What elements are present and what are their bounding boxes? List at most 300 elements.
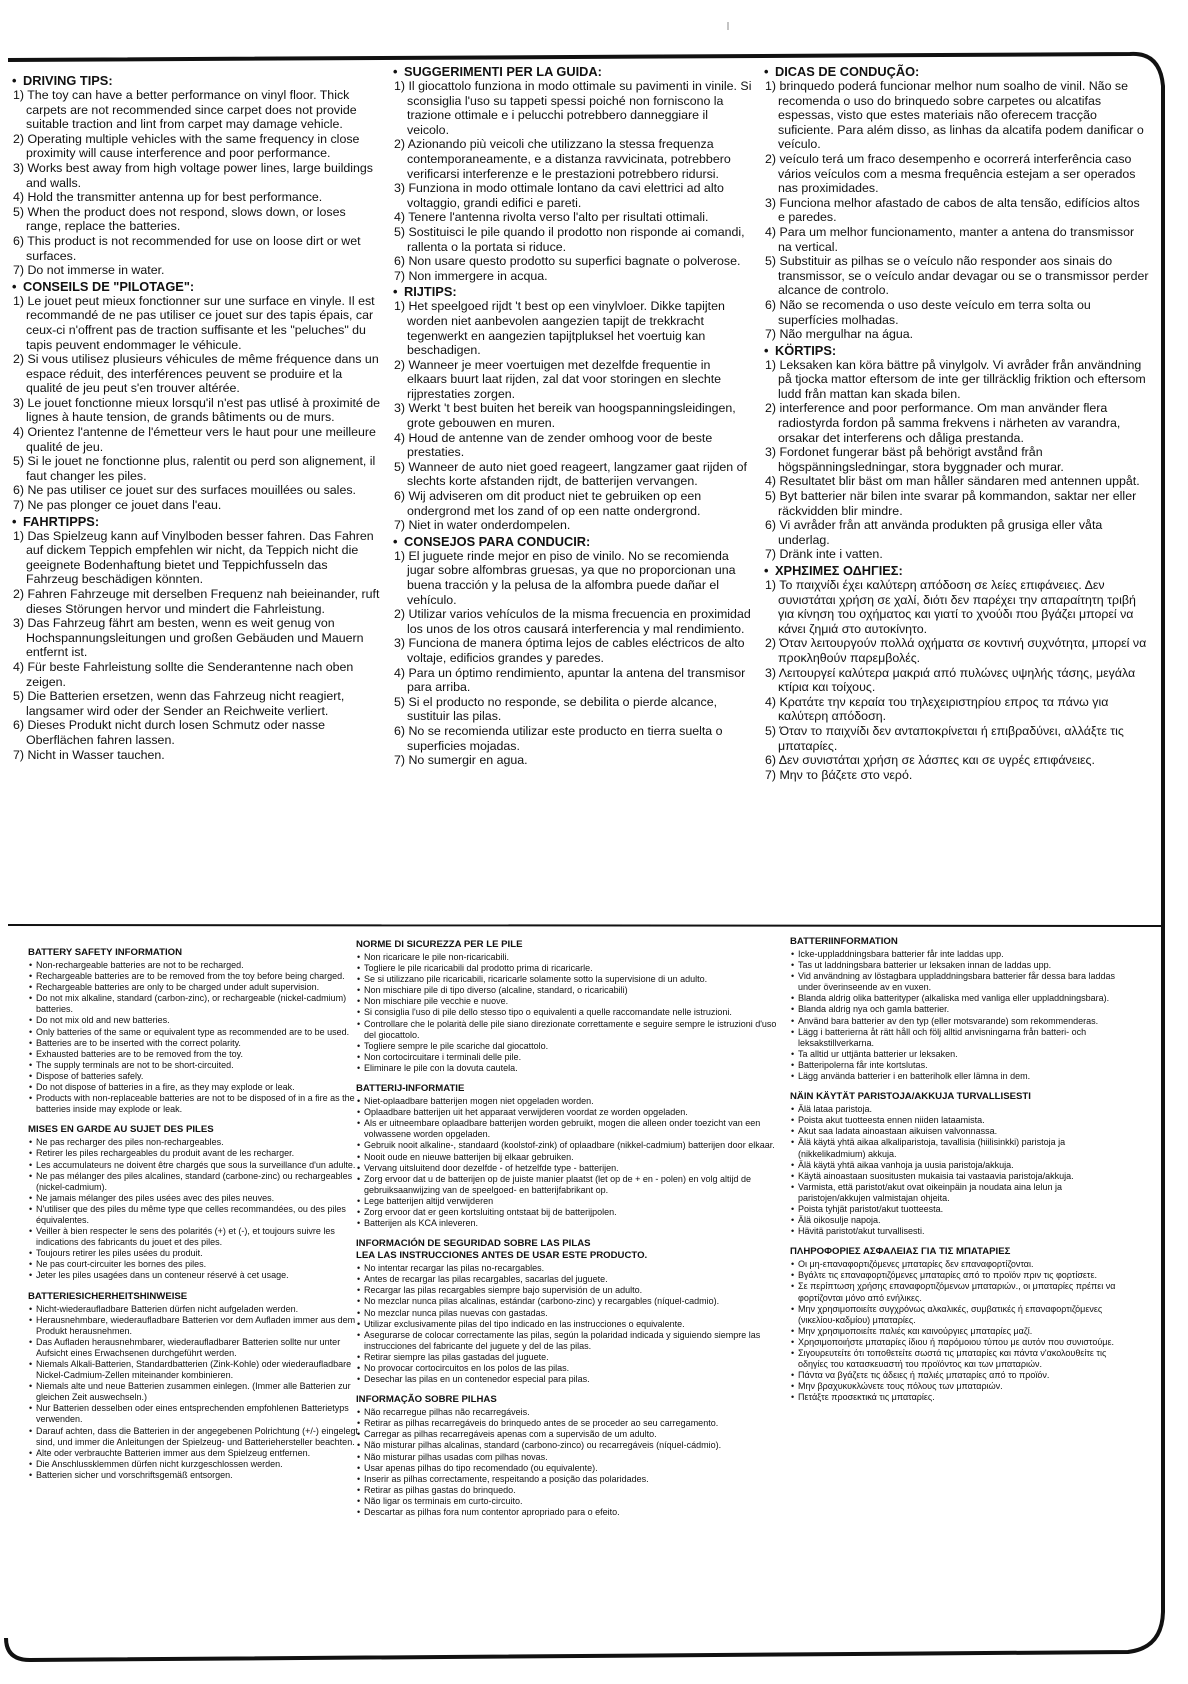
- tip-item: 5) Si le jouet ne fonctionne plus, ralentit ou perd son alignement, il faut changer les piles.: [13, 454, 376, 483]
- section-heading: • SUGGERIMENTI PER LA GUIDA:: [393, 64, 602, 79]
- battery-section-heading: BATTERY SAFETY INFORMATION: [28, 947, 183, 958]
- battery-item: [790, 1215, 1130, 1226]
- battery-item-text: Si consiglia l'uso di pile dello stesso tipo o equivalenti a quelle raccomandate nelle istruzioni.: [364, 1007, 732, 1018]
- tip-item: 5) Die Batterien ersetzen, wenn das Fahrzeug nicht reagiert, langsamer wird oder der Sender an Reichweite verliert.: [13, 689, 345, 718]
- battery-item-text: Non-rechargeable batteries are not to be recharged.: [36, 960, 244, 970]
- tip-item: 2) veículo terá um fraco desempenho e ocorrerá interferência caso vários veículos com a mesma frequência estejam a ser operados nas proximidades.: [765, 151, 1136, 196]
- battery-item: [356, 1218, 781, 1229]
- battery-item-text: Eliminare le pile con la dovuta cautela.: [364, 1062, 518, 1073]
- tip-item: 3) Fordonet fungerar bäst på behörigt avstånd från högspänningsledningar, stora byggnader och murar.: [765, 445, 1064, 474]
- section-heading: • DICAS DE CONDUÇÃO:: [764, 64, 920, 79]
- bullet-icon: •: [791, 1303, 795, 1314]
- tip-item: 5) Si el producto no responde, se debilita o pierde alcance, sustituir las pilas.: [394, 694, 718, 724]
- battery-item: [28, 1015, 363, 1026]
- battery-item: [28, 1459, 363, 1470]
- battery-section-heading: BATTERIINFORMATION: [790, 936, 898, 947]
- battery-item-text: Ta alltid ur uttjänta batterier ur leksaken.: [798, 1048, 958, 1059]
- battery-item-text: Μην βραχυκυκλώνετε τους πόλους των μπαταριών.: [798, 1381, 1003, 1392]
- bullet-icon: •: [791, 1159, 795, 1170]
- bullet-icon: •: [29, 1037, 33, 1048]
- battery-item: [356, 1496, 781, 1507]
- battery-item: [790, 971, 1130, 993]
- driving-tips-column-3: [764, 64, 1149, 915]
- battery-item-text: Zorg ervoor dat u de batterijen op de juiste manier plaatst (let op de + en - polen) en volg altijd de gebruiksaanwijzing van de speelgoed- en batterijfabrikant op.: [364, 1173, 751, 1195]
- battery-section: [356, 1394, 781, 1518]
- battery-item: [28, 1049, 363, 1060]
- battery-item-text: Veiller à bien respecter le sens des polarités (+) et (-), et toujours suivre les indications des fabricants du jouet et des piles.: [36, 1226, 335, 1248]
- bullet-icon: •: [357, 1195, 361, 1206]
- bullet-icon: •: [29, 1026, 33, 1037]
- battery-item-text: Käytä ainoastaan suositusten mukaisia tai vastaavia paristoja/akkuja.: [798, 1170, 1074, 1181]
- tip-item: 2) interference and poor performance. Om man använder flera radiostyrda fordon på samma frekvens i närheten av varandra, orsakar det interferens och dåliga prestanda.: [765, 401, 1121, 445]
- battery-item: [356, 985, 781, 996]
- tip-item: 7) Ne pas plonger ce jouet dans l'eau.: [13, 498, 222, 513]
- battery-section: [356, 1083, 781, 1229]
- tip-item: 2) Operating multiple vehicles with the same frequency in close proximity will cause interference and poor performance.: [13, 131, 360, 161]
- tip-item: 1) El juguete rinde mejor en piso de vinilo. No se recomienda jugar sobre alfombras gruesas, ya que no proporcionan una buena tracción y la pelusa de la alfombra puede dañar el vehículo.: [394, 548, 736, 607]
- tip-item: 6) Vi avråder från att använda produkten på grusiga eller våta underlag.: [765, 518, 1103, 547]
- tip-item: 1) Leksaken kan köra bättre på vinylgolv. Vi avråder från användning på tjocka mattor eftersom de inte ger tillräcklig friktion och eftersom ludd från mattan kan skada bilen.: [765, 357, 1146, 401]
- tip-item: 5) Όταν το παιχνίδι δεν ανταποκρίνεται ή επιβραδύνει, αλλάξτε τις μπαταρίες.: [765, 723, 1124, 753]
- bullet-icon: •: [357, 1296, 361, 1307]
- bullet-icon: •: [357, 1040, 361, 1051]
- section-heading: • KÖRTIPS:: [764, 342, 837, 358]
- battery-item: [356, 1007, 781, 1018]
- battery-item: [356, 1019, 781, 1041]
- bullet-icon: •: [29, 1303, 33, 1314]
- battery-item: [28, 982, 363, 993]
- tip-item: 5) Sostituisci le pile quando il prodotto non risponde ai comandi, rallenta o la portata si riduce.: [394, 224, 745, 254]
- battery-item-text: Hävitä paristot/akut turvallisesti.: [798, 1226, 925, 1237]
- tip-section: [12, 73, 382, 278]
- bullet-icon: •: [357, 1206, 361, 1217]
- battery-item: [356, 1308, 781, 1319]
- tip-item: 1) Il giocattolo funziona in modo ottimale su pavimenti in vinile. Si sconsiglia l'uso su tappeti spessi poiché non forniscono la trazione ottimale e i pelucchi potrebbero danneggiare il veicolo.: [394, 79, 752, 137]
- battery-item: [356, 1207, 781, 1218]
- battery-item-text: N'utiliser que des piles du même type que celles recommandées, ou des piles équivalentes.: [36, 1203, 346, 1225]
- battery-item: [356, 1330, 781, 1352]
- tip-item: 6) Não se recomenda o uso deste veículo em terra solta ou superfícies molhadas.: [765, 297, 1091, 327]
- bullet-icon: •: [791, 1071, 795, 1082]
- battery-item-text: Gebruik nooit alkaline-, standaard (koolstof-zink) of oplaadbare (nikkel-cadmium) batterijen door elkaar.: [364, 1140, 775, 1151]
- battery-item-text: Poista tyhjät paristot/akut tuotteesta.: [798, 1203, 944, 1214]
- battery-item: [28, 1259, 363, 1270]
- battery-item-text: Nur Batterien desselben oder eines entsprechenden empfohlenen Batterietyps verwenden.: [36, 1403, 349, 1425]
- battery-item-text: Jeter les piles usagées dans un conteneur réservé à cet usage.: [36, 1270, 289, 1281]
- bullet-icon: •: [791, 1026, 795, 1037]
- bullet-icon: •: [357, 985, 361, 996]
- battery-item-text: Die Anschlussklemmen dürfen nicht kurzgeschlossen werden.: [36, 1458, 283, 1469]
- battery-item-text: Products with non-replaceable batteries are not to be disposed of in a fire as the batteries inside may explode or leak.: [36, 1093, 355, 1115]
- tip-item: 2) Wanneer je meer voertuigen met dezelfde frequentie in elkaars buurt laat rijden, zal dat voor storingen en slechte rijprestaties zorgen.: [394, 357, 722, 401]
- bullet-icon: •: [29, 1137, 33, 1148]
- battery-item: [356, 1140, 781, 1151]
- bullet-icon: •: [357, 1062, 361, 1073]
- tip-item: 1) Le jouet peut mieux fonctionner sur une surface en vinyle. Il est recommandé de ne pas utiliser ce jouet sur des tapis épais, car ceux-ci n'offrent pas de traction suffisante et les "peluches" du tapis peuvent endommager le véhicule.: [13, 293, 375, 352]
- bullet-icon: •: [29, 971, 33, 982]
- bullet-icon: •: [791, 1048, 795, 1059]
- battery-item-text: Non ricaricare le pile non-ricaricabili.: [364, 952, 510, 962]
- tip-item: 7) No sumergir en agua.: [394, 753, 528, 768]
- tip-item: 5) Byt batterier när bilen inte svarar på kommandon, saktar ner eller räckvidden blir mindre.: [765, 489, 1137, 518]
- battery-item: [356, 1296, 781, 1307]
- battery-item: [28, 1403, 363, 1425]
- battery-item: [28, 1448, 363, 1459]
- battery-item-text: Antes de recargar las pilas recargables, sacarlas del juguete.: [364, 1274, 608, 1285]
- battery-item-text: Do not mix old and new batteries.: [36, 1015, 170, 1026]
- tip-item: 7) Do not immerse in water.: [13, 263, 165, 278]
- tip-section: [12, 279, 382, 513]
- battery-item-text: Only batteries of the same or equivalent type as recommended are to be used.: [36, 1026, 350, 1037]
- battery-item-text: Blanda aldrig olika batterityper (alkaliska med vanliga eller uppladdningsbara).: [798, 993, 1110, 1004]
- battery-info-column-3: [790, 936, 1130, 1636]
- battery-item: [790, 1071, 1130, 1082]
- battery-item-text: Dispose of batteries safely.: [36, 1070, 144, 1081]
- battery-item: [790, 1160, 1130, 1171]
- battery-item: [28, 1304, 363, 1315]
- tip-item: 7) Nicht in Wasser tauchen.: [13, 747, 165, 762]
- bullet-icon: •: [357, 1451, 361, 1462]
- battery-item-text: Retirar as pilhas recarregáveis do brinquedo antes de se proceder ao seu carregamento.: [364, 1418, 719, 1429]
- battery-section-heading: ΠΛΗΡΟΦΟΡΙΕΣ ΑΣΦΑΛΕΙΑΣ ΓΙΑ ΤΙΣ ΜΠΑΤΑΡΙΕΣ: [790, 1246, 1011, 1258]
- section-heading: • FAHRTIPPS:: [12, 513, 100, 529]
- battery-item: [356, 1440, 781, 1451]
- battery-item-text: The supply terminals are not to be short-circuited.: [36, 1059, 234, 1070]
- tip-item: 7) Dränk inte i vatten.: [765, 547, 883, 562]
- bullet-icon: •: [357, 1285, 361, 1296]
- battery-item-text: Herausnehmbare, wiederaufladbare Batterien vor dem Aufladen immer aus dem Produkt herausnehmen.: [36, 1314, 356, 1336]
- battery-item: [790, 1049, 1130, 1060]
- tip-item: 1) brinquedo poderá funcionar melhor num soalho de vinil. Não se recomenda o uso do brinquedo sobre carpetes ou alcatifas espessas, visto que estes materiais não oferecem tracção suficiente. Para além disso, as linhas da alcatifa podem danificar o veículo.: [765, 79, 1144, 152]
- bullet-icon: •: [357, 1263, 361, 1274]
- bullet-icon: •: [357, 1096, 361, 1107]
- battery-item-text: Βγάλτε τις επαναφορτιζόμενες μπαταρίες από το προϊόν πριν τις φορτίσετε.: [798, 1270, 1097, 1281]
- battery-item: [356, 1118, 781, 1140]
- battery-info-column-2: [356, 939, 781, 1639]
- battery-item-text: Ne pas recharger des piles non-rechargeables.: [36, 1137, 224, 1148]
- battery-item: [790, 993, 1130, 1004]
- bullet-icon: •: [29, 1270, 33, 1281]
- battery-item: [28, 1071, 363, 1082]
- battery-item-text: Descartar as pilhas fora num contentor apropriado para o efeito.: [364, 1507, 620, 1518]
- battery-item: [356, 1174, 781, 1196]
- battery-item-text: Älä käytä yhtä aikaa alkaliparistoja, tavallisia (hiilisinkki) paristoja ja (nikkelikadmium) akkuja.: [798, 1137, 1066, 1159]
- tip-item: 3) Works best away from high voltage power lines, large buildings and walls.: [13, 160, 373, 190]
- battery-item-text: Se si utilizzano pile ricaricabili, ricaricarle solamente sotto la supervisione di un adulto.: [364, 974, 708, 985]
- battery-section-heading: BATTERIESICHERHEITSHINWEISE: [28, 1290, 188, 1302]
- battery-item-text: Exhausted batteries are to be removed from the toy.: [36, 1048, 243, 1059]
- bullet-icon: •: [791, 1325, 795, 1336]
- battery-item-text: Niemals Alkali-Batterien, Standardbatterien (Zink-Kohle) oder wiederaufladbare Nickel-Cadmium-Zellen miteinander kombinieren.: [36, 1359, 352, 1381]
- tip-item: 3) Funziona in modo ottimale lontano da cavi elettrici ad alto voltaggio, grandi edifici e pareti.: [394, 181, 724, 210]
- bullet-icon: •: [791, 993, 795, 1004]
- battery-item-text: Χρησιμοποιήστε μπαταρίες ίδιου ή παρόμοιου τύπου με αυτόν που συνιστούμε.: [798, 1336, 1114, 1347]
- tip-section: [12, 514, 382, 763]
- battery-item-text: Alte oder verbrauchte Batterien immer aus dem Spielzeug entfernen.: [36, 1447, 311, 1458]
- tip-item: 3) Werkt 't best buiten het bereik van hoogspanningsleidingen, grote gebouwen en muren.: [394, 401, 736, 431]
- battery-item-text: Ne pas mélanger des piles alcalines, standard (carbone-zinc) ou rechargeables (nickel-cadmium).: [36, 1170, 353, 1192]
- bullet-icon: •: [791, 1104, 795, 1115]
- bullet-icon: •: [357, 1363, 361, 1373]
- battery-item: [28, 1204, 363, 1226]
- bullet-icon: •: [357, 1018, 361, 1029]
- battery-item-text: Inserir as pilhas correctamente, respeitando a posição das polaridades.: [364, 1473, 649, 1484]
- battery-item: [790, 1326, 1130, 1337]
- battery-item-text: Les accumulateurs ne doivent être chargés que sous la surveillance d'un adulte.: [36, 1159, 356, 1170]
- tip-item: 3) Funciona de manera óptima lejos de cables eléctricos de alto voltaje, edificios grandes y paredes.: [394, 636, 745, 665]
- bullet-icon: •: [357, 1107, 361, 1118]
- battery-item: [28, 1381, 363, 1403]
- battery-item: [356, 1096, 781, 1107]
- battery-item: [28, 1148, 363, 1159]
- battery-item: [28, 971, 363, 982]
- battery-item-text: Não misturar pilhas alcalinas, standard (carbono-zinco) ou recarregáveis (níquel-cádmio).: [364, 1440, 722, 1451]
- battery-item-text: Varmista, että paristot/akut ovat oikeinpäin ja noudata aina lelun ja paristojen/akkujen valmistajan ohjeita.: [798, 1181, 1062, 1203]
- battery-item-text: Batteries are to be inserted with the correct polarity.: [36, 1037, 241, 1048]
- battery-section: [790, 1091, 1130, 1237]
- tip-item: 4) Tenere l'antenna rivolta verso l'alto per risultati ottimali.: [394, 210, 709, 225]
- bullet-icon: •: [29, 1469, 33, 1480]
- battery-item-text: Non mischiare pile vecchie e nuove.: [364, 996, 509, 1007]
- bullet-icon: •: [357, 1484, 361, 1495]
- tip-section: [764, 64, 1149, 342]
- bullet-icon: •: [791, 949, 795, 959]
- battery-item: [356, 1407, 781, 1418]
- battery-item-text: Älä lataa paristoja.: [798, 1104, 873, 1115]
- battery-item-text: Poista akut tuotteesta ennen niiden lataamista.: [798, 1115, 985, 1126]
- bullet-icon: •: [29, 993, 33, 1004]
- bullet-icon: •: [29, 1059, 33, 1070]
- battery-item: [356, 1507, 781, 1518]
- battery-item: [28, 1270, 363, 1281]
- bullet-icon: •: [29, 1192, 33, 1203]
- bullet-icon: •: [357, 1473, 361, 1484]
- battery-item-text: Carregar as pilhas recarregáveis apenas com a supervisão de um adulto.: [364, 1429, 657, 1440]
- tip-section: [764, 563, 1149, 782]
- bullet-icon: •: [29, 1403, 33, 1414]
- battery-item: [28, 1137, 363, 1148]
- tip-section: [393, 534, 753, 768]
- battery-item: [356, 1163, 781, 1174]
- bullet-icon: •: [357, 1329, 361, 1340]
- battery-item: [790, 1182, 1130, 1204]
- bullet-icon: •: [357, 996, 361, 1007]
- battery-item: [356, 1374, 781, 1385]
- tip-item: 4) Resultatet blir bäst om man håller sändaren med antennen uppåt.: [765, 474, 1140, 489]
- battery-item: [356, 952, 781, 963]
- bullet-icon: •: [29, 1359, 33, 1369]
- bullet-icon: •: [357, 1351, 361, 1362]
- tip-item: 2) Όταν λειτουργούν πολλά οχήματα σε κοντινή συχνότητα, μπορεί να προκληθούν παρεμβολές.: [765, 636, 1147, 665]
- battery-item-text: Batterijen als KCA inleveren.: [364, 1218, 479, 1229]
- bullet-icon: •: [791, 1203, 795, 1214]
- bullet-icon: •: [791, 1170, 795, 1181]
- battery-item-text: No mezclar nunca pilas nuevas con gastadas.: [364, 1307, 548, 1318]
- tip-item: 7) Non immergere in acqua.: [394, 268, 548, 283]
- battery-section: [28, 947, 363, 1115]
- battery-item-text: Nicht-wiederaufladbare Batterien dürfen nicht aufgeladen werden.: [36, 1303, 299, 1314]
- bullet-icon: •: [29, 960, 33, 970]
- battery-item: [356, 1352, 781, 1363]
- battery-item-text: Als er uitneembare oplaadbare batterijen worden gebruikt, mogen die alleen onder toezicht van een volwassene worden opgeladen.: [364, 1118, 761, 1140]
- bullet-icon: •: [791, 1381, 795, 1392]
- battery-item: [356, 1196, 781, 1207]
- battery-item: [356, 1452, 781, 1463]
- battery-item-text: No mezclar nunca pilas alcalinas, estándar (carbono-zinc) y recargables (níquel-cadmio).: [364, 1296, 720, 1307]
- battery-item-text: Controllare che le polarità delle pile siano direzionate correttamente e seguire sempre le istruzioni d'uso del giocattolo.: [364, 1018, 777, 1040]
- battery-item-text: Blanda aldrig nya och gamla batterier.: [798, 1004, 950, 1015]
- tip-item: 3) Das Fahrzeug fährt am besten, wenn es weit genug von Hochspannungsleitungen und großen Gebäuden und Mauern entfernt ist.: [13, 616, 364, 660]
- battery-item-text: Utilizar exclusivamente pilas del tipo indicado en las instrucciones o equivalente.: [364, 1318, 685, 1329]
- battery-item: [790, 1348, 1130, 1370]
- battery-item: [28, 960, 363, 971]
- battery-section: [28, 1291, 363, 1482]
- tip-item: 7) Niet in water onderdompelen.: [394, 518, 571, 533]
- bullet-icon: •: [357, 974, 361, 985]
- battery-section-heading: BATTERIJ-INFORMATIE: [356, 1083, 465, 1095]
- battery-item-text: Zorg ervoor dat er geen kortsluiting ontstaat bij de batterijpolen.: [364, 1206, 617, 1217]
- section-heading: • DRIVING TIPS:: [12, 73, 113, 88]
- tip-item: 6) This product is not recommended for use on loose dirt or wet surfaces.: [13, 233, 361, 263]
- battery-section: [790, 936, 1130, 1082]
- battery-section-heading: INFORMACIÓN DE SEGURIDAD SOBRE LAS PILAS LEA LAS INSTRUCCIONES ANTES DE USAR ESTE PRODUCTO.: [356, 1238, 648, 1262]
- battery-item: [790, 1171, 1130, 1182]
- battery-item-text: Togliere le pile ricaricabili dal prodotto prima di ricaricarle.: [364, 963, 593, 974]
- battery-item-text: Asegurarse de colocar correctamente las pilas, según la polaridad indicada y siguiendo siempre las instrucciones del fabricante del juguete y del de las pilas.: [364, 1329, 761, 1351]
- bullet-icon: •: [29, 1447, 33, 1458]
- battery-item-text: Vervang uitsluitend door dezelfde - of hetzelfde type - batterijen.: [364, 1162, 619, 1173]
- battery-item: [28, 1337, 363, 1359]
- tip-item: 6) Non usare questo prodotto su superfici bagnate o polverose.: [394, 254, 741, 269]
- battery-item-text: Non cortocircuitare i terminali delle pile.: [364, 1051, 522, 1062]
- tip-item: 6) Wij adviseren om dit product niet te gebruiken op een ondergrond met los zand of op een natte ondergrond.: [394, 489, 702, 518]
- bullet-icon: •: [791, 960, 795, 971]
- battery-item: [28, 1093, 363, 1115]
- battery-item-text: Älä oikosulje napoja.: [798, 1215, 881, 1226]
- battery-item-text: Usar apenas pilhas do tipo recomendado (ou equivalente).: [364, 1462, 598, 1473]
- battery-item: [790, 1016, 1130, 1027]
- bullet-icon: •: [357, 1051, 361, 1062]
- battery-item: [356, 1474, 781, 1485]
- battery-item: [28, 1359, 363, 1381]
- battery-item: [28, 1226, 363, 1248]
- bullet-icon: •: [791, 1281, 795, 1292]
- bullet-icon: •: [791, 1181, 795, 1192]
- battery-item: [790, 960, 1130, 971]
- battery-item-text: Niemals alte und neue Batterien zusammen einlegen. (Immer alle Batterien zur gleichen Zeit auswechseln.): [36, 1381, 351, 1403]
- bullet-icon: •: [29, 1170, 33, 1181]
- battery-item: [356, 1319, 781, 1330]
- bullet-icon: •: [357, 1318, 361, 1329]
- tip-item: 7) Não mergulhar na água.: [765, 327, 914, 342]
- tip-item: 6) Δεν συνιστάται χρήση σε λάσπες και σε υγρές επιφάνειες.: [765, 753, 1095, 768]
- battery-item-text: Lägg i batterierna åt rätt håll och följ alltid anvisningarna från batteri- och leksakstillverkarna.: [798, 1026, 1087, 1048]
- bullet-icon: •: [29, 1259, 33, 1270]
- bullet-icon: •: [791, 1126, 795, 1137]
- battery-item: [28, 1038, 363, 1049]
- battery-item: [356, 1363, 781, 1374]
- battery-item: [356, 1285, 781, 1296]
- bullet-icon: •: [791, 1137, 795, 1148]
- bullet-icon: •: [791, 1259, 795, 1270]
- tip-item: 1) Das Spielzeug kann auf Vinylboden besser fahren. Das Fahren auf dickem Teppich empfehlen wir nicht, da Teppich nicht die geeignete Bodenhaftung bietet und Teppichfusseln das Fahrzeug beschädigen könnten.: [13, 528, 374, 587]
- battery-section-heading: NORME DI SICUREZZA PER LE PILE: [356, 939, 523, 950]
- tip-item: 2) Utilizar varios vehículos de la misma frecuencia en proximidad los unos de los otros causará interferencia y mal rendimiento.: [394, 607, 751, 636]
- bullet-icon: •: [357, 1418, 361, 1429]
- battery-item: [356, 1063, 781, 1074]
- bullet-icon: •: [357, 1507, 361, 1518]
- battery-item-text: Σιγουρευτείτε ότι τοποθετείτε σωστά τις μπαταρίες και πάντα ν'ακολουθείτε τις οδηγίες του κατασκευαστή του προϊόντος και των μπαταριών.: [798, 1348, 1107, 1370]
- tip-section: [393, 64, 753, 283]
- bullet-icon: •: [791, 1059, 795, 1070]
- battery-item-text: Batteripolerna får inte kortslutas.: [798, 1059, 928, 1070]
- battery-item-text: Non mischiare pile di tipo diverso (alcaline, standard, o ricaricabili): [364, 985, 628, 996]
- battery-item: [356, 963, 781, 974]
- battery-item-text: Rechargeable batteries are to be removed from the toy before being charged.: [36, 971, 345, 982]
- battery-item-text: Darauf achten, dass die Batterien in der angegebenen Polrichtung (+/-) eingelegt sind, und immer die Anleitungen der Spielzeug- und Batteriehersteller beachten.: [36, 1425, 358, 1447]
- bullet-icon: •: [357, 1407, 361, 1418]
- battery-item: [28, 1160, 363, 1171]
- bullet-icon: •: [357, 1274, 361, 1285]
- battery-item-text: Recargar las pilas recargables siempre bajo supervisión de un adulto.: [364, 1285, 643, 1296]
- bullet-icon: •: [791, 1348, 795, 1358]
- section-heading: • CONSEILS DE "PILOTAGE":: [12, 278, 195, 294]
- battery-item: [790, 1337, 1130, 1348]
- battery-item: [356, 1274, 781, 1285]
- bullet-icon: •: [29, 1314, 33, 1325]
- battery-item-text: Não recarregue pilhas não recarregáveis.: [364, 1407, 530, 1418]
- tip-item: 4) Orientez l'antenne de l'émetteur vers le haut pour une meilleure qualité de jeu.: [13, 425, 376, 454]
- bullet-icon: •: [357, 1007, 361, 1018]
- bullet-icon: •: [357, 1151, 361, 1162]
- battery-item: [790, 1392, 1130, 1403]
- battery-item: [790, 1104, 1130, 1115]
- battery-item: [356, 1418, 781, 1429]
- battery-item: [356, 974, 781, 985]
- bullet-icon: •: [791, 971, 795, 982]
- battery-item-text: Σε περίπτωση χρήσης επαναφορτιζόμενων μπαταριών., οι μπαταρίες πρέπει να φορτίζονται μόνο από ενήλικες.: [798, 1281, 1116, 1303]
- battery-item: [356, 996, 781, 1007]
- bullet-icon: •: [791, 1336, 795, 1347]
- bullet-icon: •: [357, 1140, 361, 1151]
- battery-section: [356, 1238, 781, 1385]
- bullet-icon: •: [357, 1307, 361, 1318]
- battery-item-text: Ne jamais mélanger des piles usées avec des piles neuves.: [36, 1192, 275, 1203]
- bullet-icon: •: [791, 1215, 795, 1226]
- battery-item-text: Μην χρησιμοποιείτε παλιές και καινούργιες μπαταρίες μαζί.: [798, 1325, 1033, 1336]
- tip-item: 2) Azionando più veicoli che utilizzano la stessa frequenza contemporaneamente, e a distanza ravvicinata, potrebbero verificarsi interferenze e le prestazioni potrebbero ridursi.: [394, 137, 731, 181]
- battery-item-text: Πάντα να βγάζετε τις άδειες ή παλιές μπαταρίες από το προϊόν.: [798, 1370, 1050, 1381]
- battery-item-text: Älä käytä yhtä aikaa vanhoja ja uusia paristoja/akkuja.: [798, 1159, 1014, 1170]
- tip-item: 4) Houd de antenne van de zender omhoog voor de beste prestaties.: [394, 430, 713, 460]
- battery-item: [790, 1204, 1130, 1215]
- battery-item-text: Nooit oude en nieuwe batterijen bij elkaar gebruiken.: [364, 1151, 574, 1162]
- battery-item: [790, 1115, 1130, 1126]
- battery-item: [28, 1027, 363, 1038]
- battery-item: [790, 1381, 1130, 1392]
- bullet-icon: •: [357, 1495, 361, 1506]
- tip-item: 3) Le jouet fonctionne mieux lorsqu'il n'est pas utlisé à proximité de lignes à haute tension, de grands bâtiments ou de murs.: [13, 395, 381, 425]
- bullet-icon: •: [791, 1015, 795, 1026]
- battery-item-text: Não ligar os terminais em curto-circuito.: [364, 1495, 523, 1506]
- section-heading: • ΧΡΗΣΙΜΕΣ ΟΔΗΓΙΕΣ:: [764, 563, 903, 578]
- battery-item: [790, 1370, 1130, 1381]
- bullet-icon: •: [29, 1226, 33, 1237]
- battery-item: [790, 1270, 1130, 1281]
- battery-item: [356, 1485, 781, 1496]
- tip-item: 2) Fahren Fahrzeuge mit derselben Frequenz nah beieinander, ruft dieses Störungen hervor und mindert die Fahrleistung.: [13, 587, 380, 616]
- battery-item-text: Niet-oplaadbare batterijen mogen niet opgeladen worden.: [364, 1096, 594, 1107]
